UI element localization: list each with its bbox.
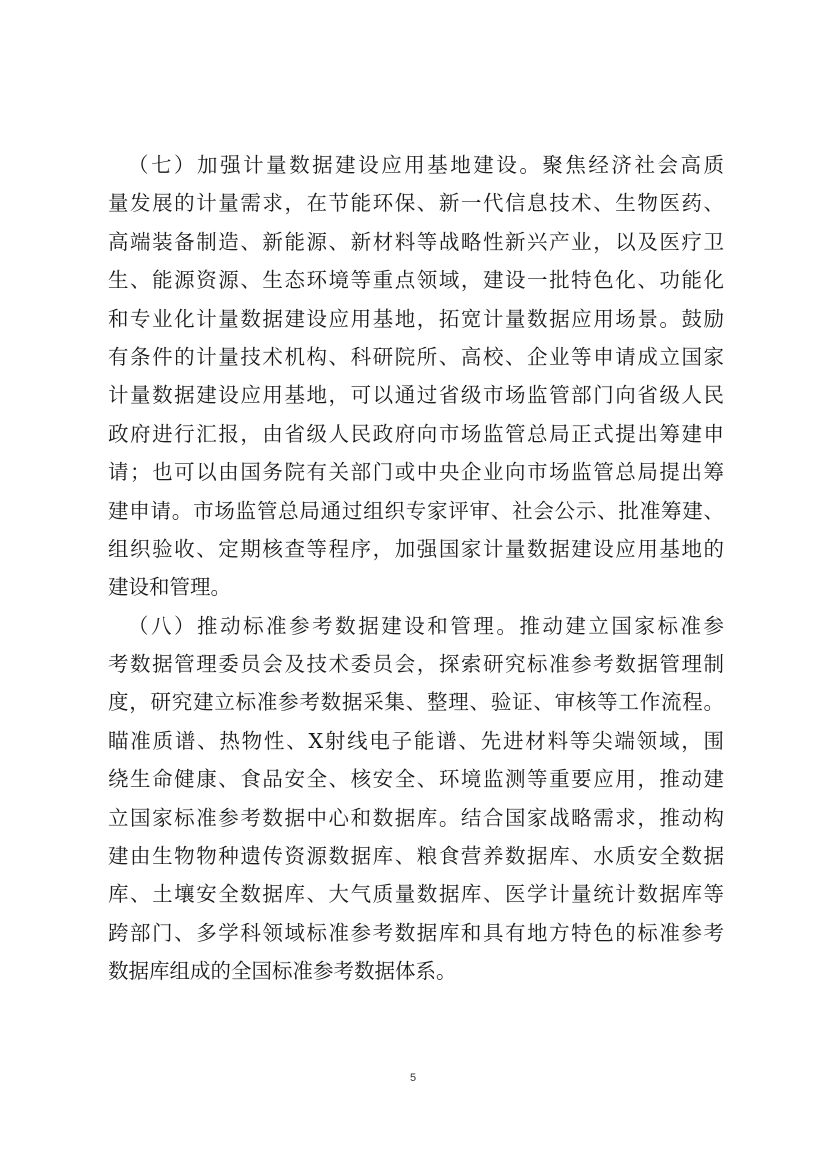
text-line: 有条件的计量技术机构、科研院所、高校、企业等申请成立国家 (108, 344, 724, 369)
text-line: 建由生物物种遗传资源数据库、粮食营养数据库、水质安全数据 (108, 844, 724, 869)
paragraph-section-8 (108, 607, 724, 991)
text-line: 生、能源资源、生态环境等重点领域，建设一批特色化、功能化 (108, 268, 724, 293)
text-line: 跨部门、多学科领域标准参考数据库和具有地方特色的标准参考 (108, 920, 724, 945)
text-line: 请；也可以由国务院有关部门或中央企业向市场监管总局提出筹 (108, 460, 724, 485)
text-line: 考数据管理委员会及技术委员会，探索研究标准参考数据管理制 (108, 652, 724, 677)
text-line: 组织验收、定期核查等程序，加强国家计量数据建设应用基地的 (108, 536, 724, 561)
text-line: 数据库组成的全国标准参考数据体系。 (108, 959, 457, 984)
text-line: （七）加强计量数据建设应用基地建设。聚焦经济社会高质 (128, 153, 724, 177)
text-line: 高端装备制造、新能源、新材料等战略性新兴产业，以及医疗卫 (108, 229, 724, 254)
text-line: 建申请。市场监管总局通过组织专家评审、社会公示、批准筹建、 (108, 498, 724, 523)
text-line: 计量数据建设应用基地，可以通过省级市场监管部门向省级人民 (108, 383, 724, 408)
text-line: 政府进行汇报，由省级人民政府向市场监管总局正式提出筹建申 (108, 421, 724, 446)
paragraph-section-7 (108, 146, 724, 607)
page-number: 5 (409, 1072, 417, 1084)
text-line: 度，研究建立标准参考数据采集、整理、验证、审核等工作流程。 (108, 690, 724, 715)
text-line: 和专业化计量数据建设应用基地，拓宽计量数据应用场景。鼓励 (108, 306, 724, 331)
text-line: 绕生命健康、食品安全、核安全、环境监测等重要应用，推动建 (108, 767, 724, 792)
text-line: 建设和管理。 (108, 575, 231, 600)
text-line: 库、土壤安全数据库、大气质量数据库、医学计量统计数据库等 (108, 882, 724, 907)
text-line: 瞄准质谱、热物性、X射线电子能谱、先进材料等尖端领域，围 (108, 728, 724, 753)
text-line: 立国家标准参考数据中心和数据库。结合国家战略需求，推动构 (108, 805, 724, 830)
text-line: （八）推动标准参考数据建设和管理。推动建立国家标准参 (128, 613, 724, 638)
body-text (108, 146, 724, 991)
text-line: 量发展的计量需求，在节能环保、新一代信息技术、生物医药、 (108, 191, 724, 216)
